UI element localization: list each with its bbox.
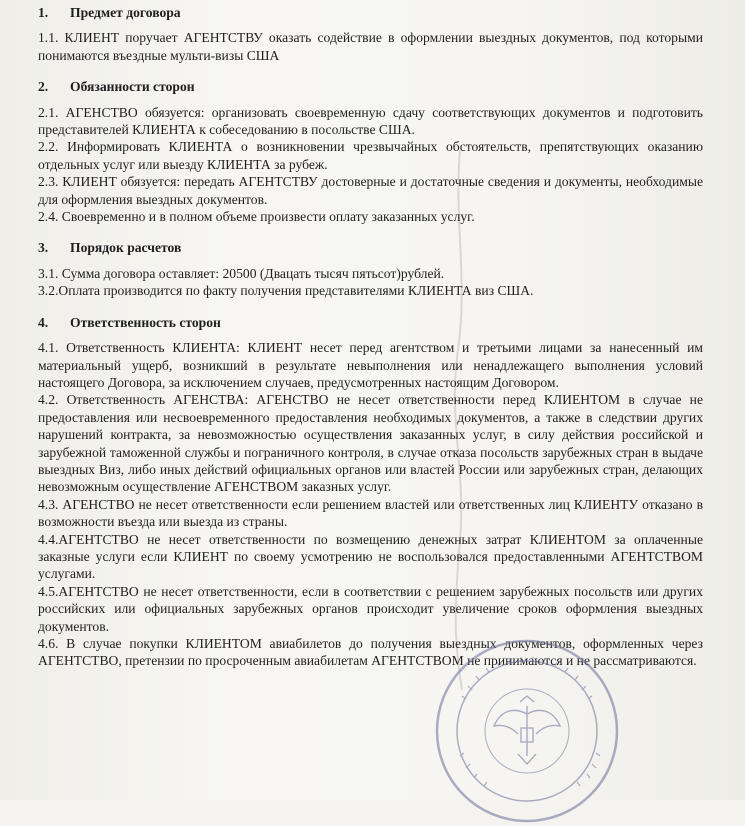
- clause: 4.4.АГЕНТСТВО не несет ответственности по возмещению денежных затрат КЛИЕНТОМ за оплаченные заказные услуги если КЛИЕНТ по своему усмотрению не воспользовался предоставленными АГЕНТСТВОМ услугами.: [38, 531, 703, 582]
- section-subject: [38, 4, 703, 64]
- clause: 1.1. КЛИЕНТ поручает АГЕНТСТВУ оказать содействие в оформлении выездных документов, под которыми понимаются въездные мульти-визы США: [38, 30, 703, 63]
- section-payment: [38, 239, 703, 299]
- clause: 4.6. В случае покупки КЛИЕНТОМ авиабилетов до получения выездных документов, оформленных через АГЕНТСТВО, претензии по просроченным авиабилетам АГЕНТСТВОМ не принимаются и не рассматриваются.: [38, 636, 703, 669]
- section-number: 3.: [38, 240, 49, 256]
- clause: 4.2. Ответственность АГЕНСТВА: АГЕНСТВО не несет ответственности перед КЛИЕНТОМ в случае не предоставления или несвоевременного предоставления необходимых документов, а также в следствии других нарушений контракта, за невозможностью осуществления заказанных услуг, в силу действия российской и зарубежной таможенной службы и пограничного контроля, в случае отказа посольств зарубежных стран в выдаче выездных Виз, либо иных действий официальных органов или властей России или зарубежных стран, делающих невозможным осуществление АГЕНСТВОМ заказных услуг.: [38, 392, 703, 495]
- section-title: Порядок расчетов: [70, 240, 182, 256]
- section-title: Предмет договора: [70, 5, 181, 20]
- section-title: Обязанности сторон: [70, 79, 195, 95]
- section-heading: [38, 239, 703, 256]
- section-number: 2.: [38, 79, 49, 95]
- clause: 3.1. Сумма договора оставляет: 20500 (Двацать тысяч пятьсот)рублей.: [38, 265, 445, 281]
- section-heading: [38, 78, 703, 95]
- section-heading: [38, 314, 703, 331]
- clause: 3.2.Оплата производится по факту получения представителями КЛИЕНТА виз США.: [38, 283, 534, 299]
- section-title: Ответственность сторон: [70, 314, 221, 330]
- clause: 2.2. Информировать КЛИЕНТА о возникновении чрезвычайных обстоятельств, препятствующих оказанию отдельных услуг или выезду КЛИЕНТА за рубеж.: [38, 139, 703, 172]
- section-number: 1.: [38, 5, 49, 20]
- section-heading: [38, 4, 703, 21]
- clause: 4.3. АГЕНСТВО не несет ответственности если решением властей или ответственных лиц КЛИЕНТУ отказано в возможности въезда или выезда из страны.: [38, 496, 703, 530]
- section-number: 4.: [38, 314, 49, 330]
- clause: 2.3. КЛИЕНТ обязуется: передать АГЕНТСТВУ достоверные и достаточные сведения и документы, необходимые для оформления выездных документов.: [38, 174, 703, 207]
- clause: 4.5.АГЕНТСТВО не несет ответственности, если в соответствии с решением зарубежных посольств или других российских или официальных зарубежных органов происходит увеличение сроков оформления выездных документов.: [38, 583, 703, 634]
- section-obligations: [38, 78, 703, 225]
- contract-body: [38, 4, 703, 670]
- clause: 2.4. Своевременно и в полном объеме произвести оплату заказанных услуг.: [38, 209, 475, 225]
- round-seal-icon: [432, 636, 622, 826]
- clause: 4.1. Ответственность КЛИЕНТА: КЛИЕНТ несет перед агентством и третьими лицами за нанесенный им материальный ущерб, возникший в результате невыполнения или ненадлежащего выполнения условий настоящего Договора, за исключением случаев, предусмотренных настоящим Договором.: [38, 340, 703, 390]
- section-liability: [38, 314, 703, 670]
- clause: 2.1. АГЕНСТВО обязуется: организовать своевременную сдачу соответствующих документов и подготовить представителей КЛИЕНТА к собеседованию в посольстве США.: [38, 104, 703, 138]
